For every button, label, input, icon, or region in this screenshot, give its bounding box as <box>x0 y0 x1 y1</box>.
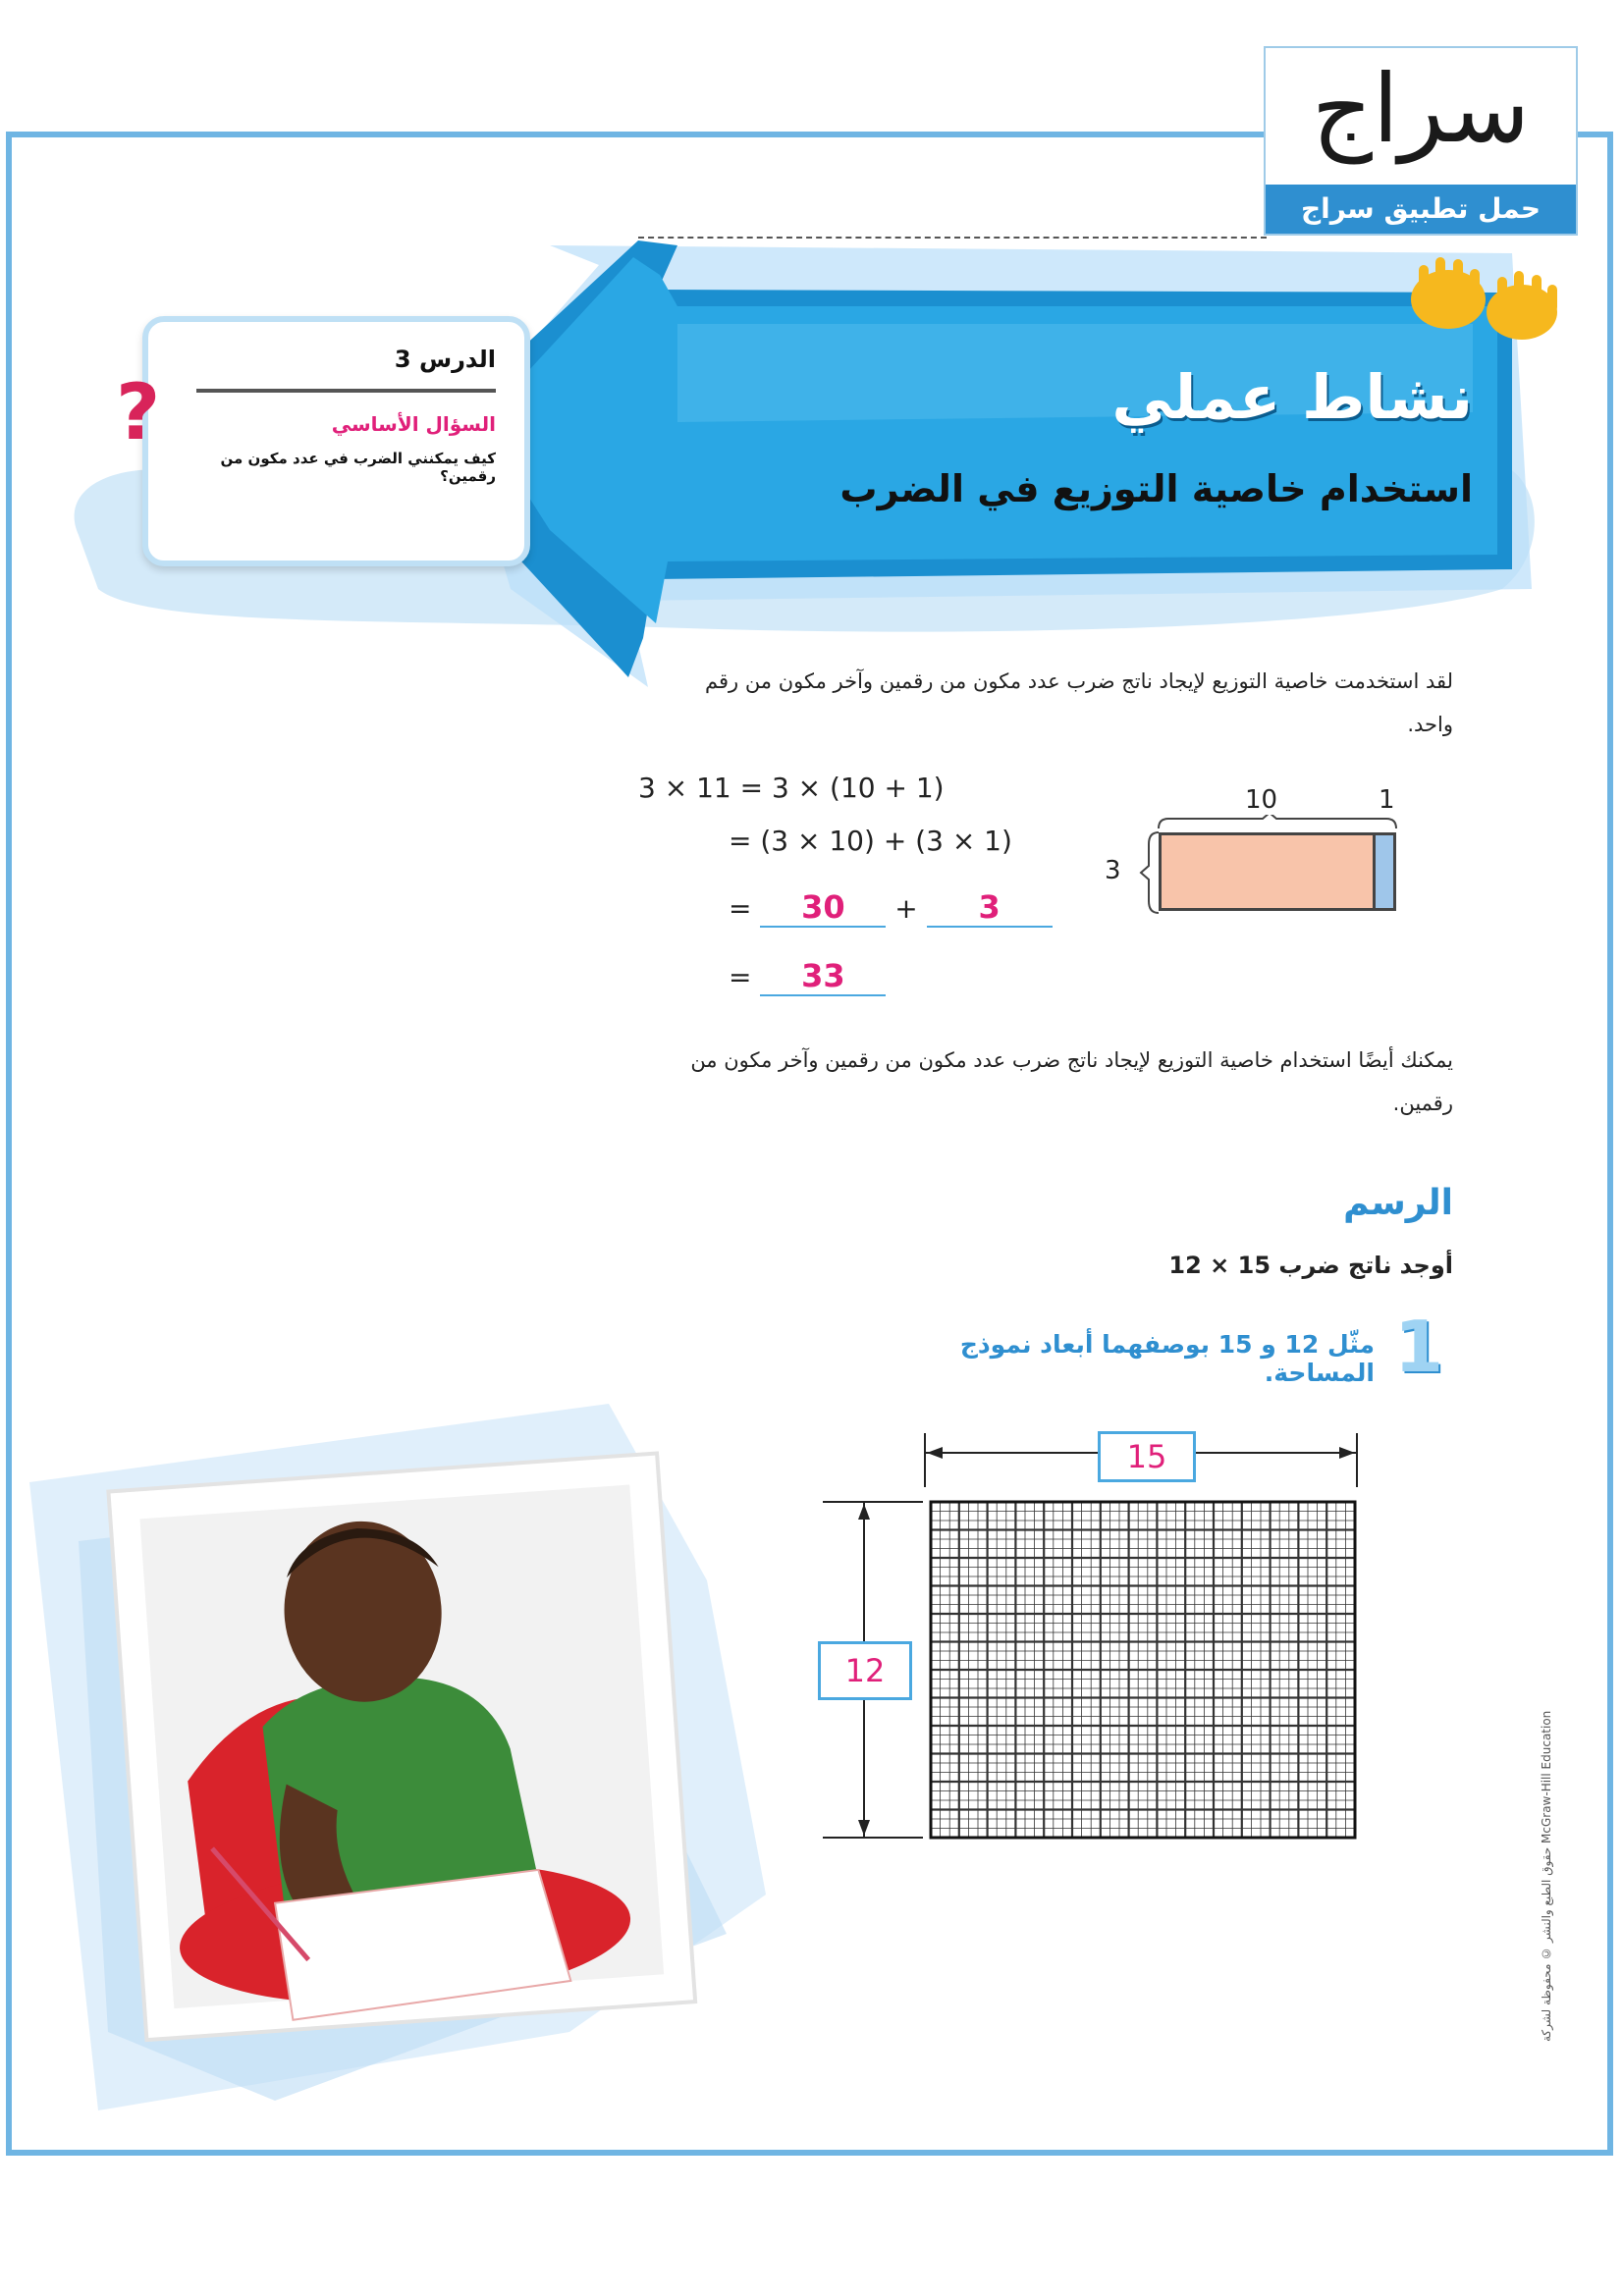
model-braces <box>1155 815 1400 923</box>
example-line-4: = 33 <box>729 957 886 996</box>
copyright-credit: حقوق الطبع والنشر © محفوظة لشركة McGraw-Hill Education <box>1540 1710 1553 2042</box>
example-line-2: = (3 × 10) + (3 × 1) <box>729 825 1012 857</box>
example-line-1: 3 × 11 = 3 × (10 + 1) <box>638 772 945 804</box>
card-divider <box>196 389 496 393</box>
model-label-ones: 1 <box>1379 785 1395 815</box>
model-label-tens: 10 <box>1245 785 1278 815</box>
section-instruction: أوجد ناتج ضرب 15 × 12 <box>1168 1252 1453 1279</box>
side-brace <box>1139 830 1163 915</box>
student-photo <box>20 1345 825 2150</box>
section-heading: الرسم <box>1343 1183 1453 1223</box>
step-number: 1 <box>1394 1306 1444 1388</box>
blank-total[interactable]: 33 <box>760 957 886 996</box>
logo-name: سراج <box>1311 54 1531 164</box>
blank-2[interactable]: 3 <box>927 888 1053 928</box>
step-text: مثّل 12 و 15 بوصفهما أبعاد نموذج المساحة. <box>959 1330 1375 1387</box>
logo-tagline[interactable]: حمل تطبيق سراج <box>1266 185 1576 234</box>
grid-width-label[interactable]: 15 <box>1098 1431 1196 1482</box>
example-line-3: = 30 + 3 <box>729 888 1053 928</box>
grid-height-label[interactable]: 12 <box>818 1641 912 1700</box>
model-label-side: 3 <box>1105 856 1121 885</box>
question-mark-icon: ? <box>116 369 161 457</box>
card-lesson-number: الدرس 3 <box>394 346 496 373</box>
grid-model <box>805 1414 1375 1865</box>
second-paragraph: يمكنك أيضًا استخدام خاصية التوزيع لإيجاد ناتج ضرب عدد مكون من رقمين وآخر مكون من رقمين. <box>690 1048 1453 1115</box>
card-essential-question: كيف يمكنني الضرب في عدد مكون من رقمين؟ <box>220 450 496 485</box>
intro-paragraph: لقد استخدمت خاصية التوزيع لإيجاد ناتج ضرب عدد مكون من رقمين وآخر مكون من رقم واحد. <box>704 669 1453 736</box>
card-essential-label: السؤال الأساسي <box>331 412 496 436</box>
lesson-subtitle: استخدام خاصية التوزيع في الضرب <box>839 467 1473 510</box>
blank-1[interactable]: 30 <box>760 888 886 928</box>
grid-lines <box>931 1502 1355 1838</box>
lesson-title: نشاط عملي <box>1111 361 1473 433</box>
